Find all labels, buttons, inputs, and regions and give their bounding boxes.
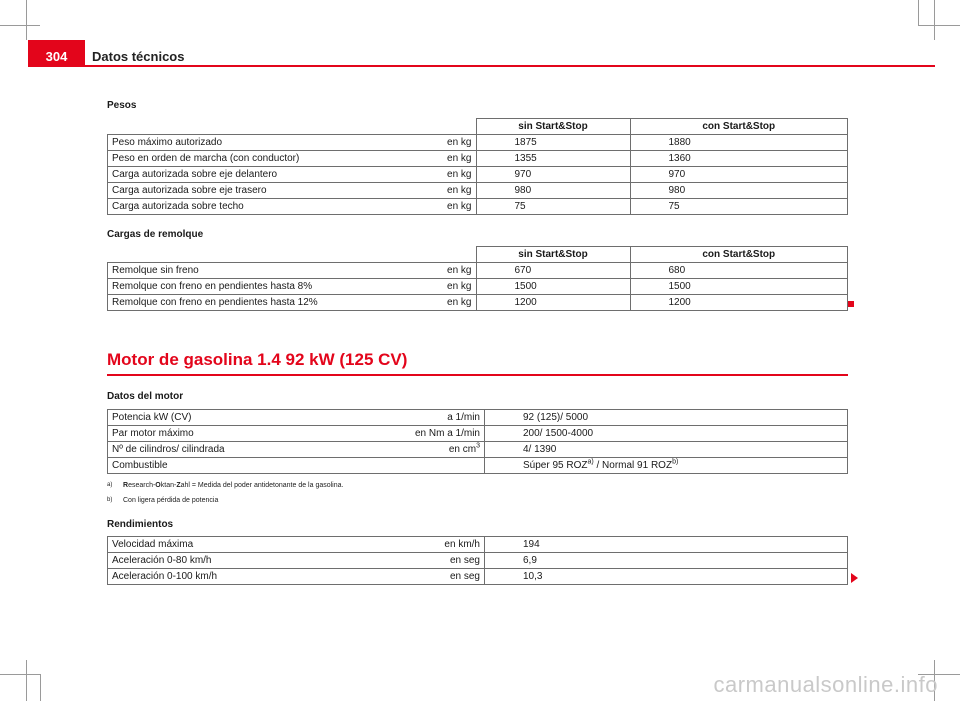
crop-mark [918, 0, 919, 26]
row-unit: en kg [292, 295, 476, 311]
crop-mark [918, 25, 960, 26]
remolque-label: Cargas de remolque [107, 229, 204, 240]
crop-mark [40, 674, 41, 701]
table-row [108, 569, 848, 585]
table-row [108, 279, 848, 295]
table-row [108, 295, 848, 311]
watermark: carmanualsonline.info [713, 672, 938, 697]
row-unit [406, 458, 485, 474]
footnote-bold: O [155, 482, 161, 489]
row-label: Remolque con freno en pendientes hasta 8% [108, 279, 292, 295]
row-value-sin: 970 [476, 167, 630, 183]
rendimientos-label: Rendimientos [107, 519, 174, 530]
table-row [108, 151, 848, 167]
row-value-sin: 670 [476, 263, 630, 279]
row-unit: en kg [292, 279, 476, 295]
row-label: Nº de cilindros/ cilindrada [108, 442, 407, 458]
row-label: Par motor máximo [108, 426, 407, 442]
table-row [108, 183, 848, 199]
continued-arrow-icon[interactable] [851, 573, 858, 583]
row-label: Peso en orden de marcha (con conductor) [108, 151, 292, 167]
footnote-text: ktan- [160, 482, 177, 489]
row-label: Combustible [108, 458, 407, 474]
col-header-sin: sin Start&Stop [476, 247, 630, 263]
row-unit [406, 442, 485, 458]
row-unit: en Nm a 1/min [406, 426, 485, 442]
section-title: Motor de gasolina 1.4 92 kW (125 CV) [107, 350, 408, 369]
row-unit: en kg [292, 199, 476, 215]
rendimientos-table [107, 536, 848, 585]
col-header-con: con Start&Stop [630, 119, 848, 135]
section-rule [107, 374, 848, 376]
row-value-sin: 980 [476, 183, 630, 199]
row-value-con: 1200 [630, 295, 848, 311]
table-header-row [108, 247, 848, 263]
row-label: Carga autorizada sobre eje delantero [108, 167, 292, 183]
row-label: Carga autorizada sobre techo [108, 199, 292, 215]
table-header-row [108, 119, 848, 135]
row-value: 92 (125)/ 5000 [485, 410, 848, 426]
row-label: Potencia kW (CV) [108, 410, 407, 426]
footnote-a [107, 482, 343, 489]
table-row [108, 167, 848, 183]
footnote-mark: b) [107, 497, 113, 503]
crop-mark [934, 0, 935, 40]
row-label: Peso máximo autorizado [108, 135, 292, 151]
footnote-text: Con ligera pérdida de potencia [123, 497, 219, 504]
footnote-mark: a) [107, 482, 113, 488]
table-row [108, 442, 848, 458]
row-value-con: 1360 [630, 151, 848, 167]
row-value: 4/ 1390 [485, 442, 848, 458]
row-unit: en kg [292, 263, 476, 279]
table-row [108, 135, 848, 151]
row-label: Remolque sin freno [108, 263, 292, 279]
footnote-bold: Z [176, 482, 181, 489]
fuel-a: Súper 95 ROZ [523, 460, 588, 471]
table-row [108, 410, 848, 426]
motor-table [107, 409, 848, 474]
page-number: 304 [28, 40, 85, 66]
crop-mark [0, 25, 40, 26]
row-value [485, 458, 848, 474]
fuel-b: / Normal 91 ROZ [593, 460, 673, 471]
row-label: Aceleración 0-80 km/h [108, 553, 407, 569]
end-of-section-square-icon [848, 301, 854, 307]
row-value-con: 980 [630, 183, 848, 199]
table-row [108, 263, 848, 279]
footnote-text: esearch- [128, 482, 156, 489]
row-unit: a 1/min [406, 410, 485, 426]
row-unit: en kg [292, 135, 476, 151]
row-value: 200/ 1500-4000 [485, 426, 848, 442]
row-label: Remolque con freno en pendientes hasta 12% [108, 295, 292, 311]
remolque-table [107, 246, 848, 311]
row-unit: en seg [406, 569, 485, 585]
row-value-sin: 1355 [476, 151, 630, 167]
row-unit: en kg [292, 183, 476, 199]
table-row [108, 458, 848, 474]
pesos-table [107, 118, 848, 215]
row-value: 6,9 [485, 553, 848, 569]
footnote-bold: R [123, 482, 129, 489]
row-value-sin: 75 [476, 199, 630, 215]
row-label: Velocidad máxima [108, 537, 407, 553]
crop-mark [26, 660, 27, 701]
row-label: Aceleración 0-100 km/h [108, 569, 407, 585]
footnote-ref-b[interactable]: b) [672, 458, 679, 466]
crop-mark [26, 0, 27, 40]
page-title: Datos técnicos [92, 49, 185, 64]
table-row [108, 426, 848, 442]
row-unit: en seg [406, 553, 485, 569]
row-value-con: 1880 [630, 135, 848, 151]
row-unit: en km/h [406, 537, 485, 553]
row-unit: en kg [292, 151, 476, 167]
motor-label: Datos del motor [107, 391, 184, 402]
row-value-con: 1500 [630, 279, 848, 295]
pesos-label: Pesos [107, 100, 137, 111]
table-row [108, 199, 848, 215]
row-value-sin: 1875 [476, 135, 630, 151]
row-unit: en kg [292, 167, 476, 183]
row-value: 194 [485, 537, 848, 553]
footnote-b [107, 497, 218, 504]
unit-superscript: 3 [476, 442, 480, 450]
col-header-sin: sin Start&Stop [476, 119, 630, 135]
row-value-sin: 1500 [476, 279, 630, 295]
row-value: 10,3 [485, 569, 848, 585]
row-label: Carga autorizada sobre eje trasero [108, 183, 292, 199]
footnote-ref-a[interactable]: a) [587, 458, 594, 466]
footnote-text: ahl = Medida del poder antidetonante de la gasolina. [180, 482, 344, 489]
header-rule [28, 65, 935, 67]
row-value-con: 970 [630, 167, 848, 183]
row-value-con: 75 [630, 199, 848, 215]
row-value-sin: 1200 [476, 295, 630, 311]
crop-mark [0, 674, 40, 675]
col-header-con: con Start&Stop [630, 247, 848, 263]
row-value-con: 680 [630, 263, 848, 279]
table-row [108, 537, 848, 553]
unit-text: en cm [448, 444, 477, 455]
table-row [108, 553, 848, 569]
